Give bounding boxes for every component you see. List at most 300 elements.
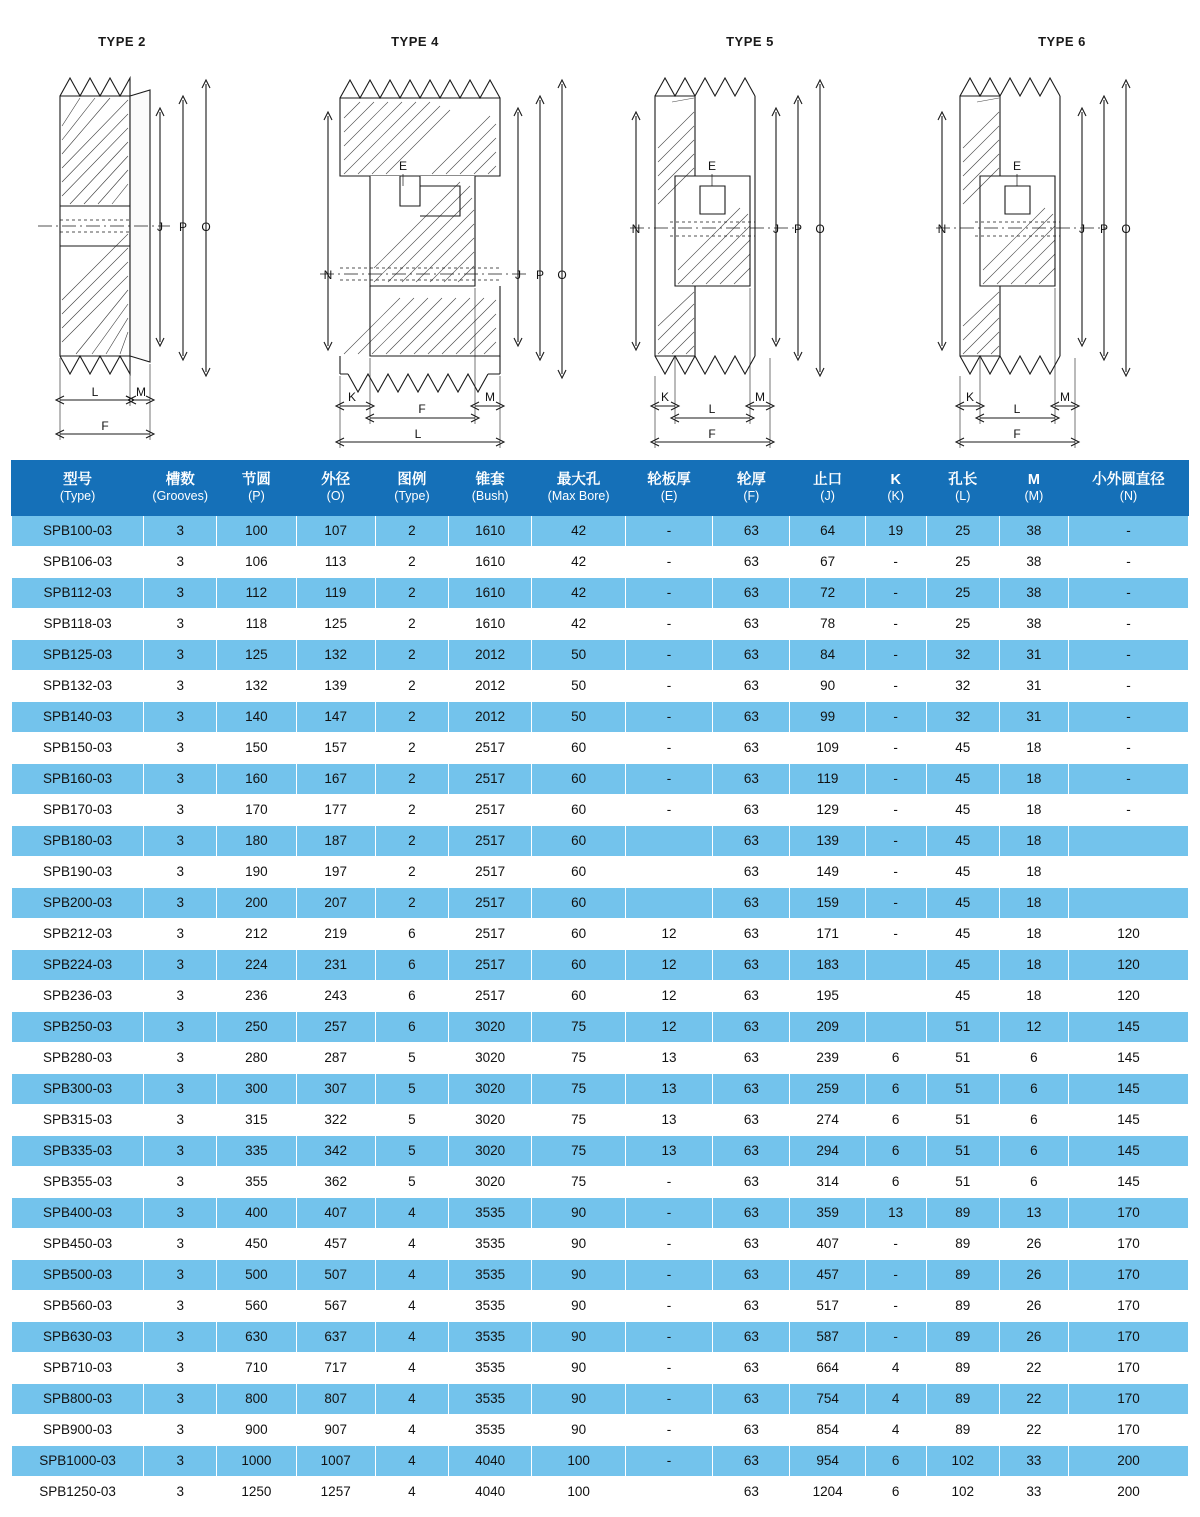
cell-value: - xyxy=(625,795,712,826)
dim-label-K: K xyxy=(347,390,357,404)
table-row xyxy=(12,1136,1189,1167)
cell-value: 3535 xyxy=(449,1291,532,1322)
header-rim-thickness xyxy=(713,461,790,516)
cell-value: 3535 xyxy=(449,1384,532,1415)
cell-value: 18 xyxy=(999,857,1068,888)
cell-value: 145 xyxy=(1068,1105,1188,1136)
cell-type: SPB280-03 xyxy=(12,1043,144,1074)
cell-value: 42 xyxy=(532,578,626,609)
cell-value: 38 xyxy=(999,609,1068,640)
dim-label-O: O xyxy=(201,220,211,234)
cell-value: 3 xyxy=(144,1291,217,1322)
cell-value: 560 xyxy=(217,1291,296,1322)
cell-value: 180 xyxy=(217,826,296,857)
cell-value: 63 xyxy=(713,764,790,795)
cell-value: 63 xyxy=(713,1384,790,1415)
cell-type: SPB335-03 xyxy=(12,1136,144,1167)
cell-value: 50 xyxy=(532,640,626,671)
cell-value: 6 xyxy=(375,919,448,950)
cell-value: 2 xyxy=(375,516,448,547)
cell-value: 22 xyxy=(999,1384,1068,1415)
cell-value: 42 xyxy=(532,516,626,547)
table-row xyxy=(12,1105,1189,1136)
header-bore-length xyxy=(926,461,999,516)
cell-type: SPB150-03 xyxy=(12,733,144,764)
cell-value: 1610 xyxy=(449,516,532,547)
table-row xyxy=(12,1446,1189,1477)
dim-label-E: E xyxy=(707,159,717,173)
cell-value: 90 xyxy=(790,671,865,702)
cell-value: 60 xyxy=(532,857,626,888)
cell-value: 63 xyxy=(713,1012,790,1043)
cell-value: 51 xyxy=(926,1167,999,1198)
cell-value: - xyxy=(625,640,712,671)
dim-label-O: O xyxy=(815,222,825,236)
cell-value: - xyxy=(625,733,712,764)
cell-type: SPB800-03 xyxy=(12,1384,144,1415)
cell-value: 18 xyxy=(999,981,1068,1012)
cell-value: 170 xyxy=(217,795,296,826)
cell-value: 177 xyxy=(296,795,375,826)
cell-value: 170 xyxy=(1068,1353,1188,1384)
cell-value: 170 xyxy=(1068,1415,1188,1446)
dim-label-M: M xyxy=(485,390,495,404)
dim-label-M: M xyxy=(1060,390,1070,404)
table-row xyxy=(12,1167,1189,1198)
cell-value: 300 xyxy=(217,1074,296,1105)
cell-value: 100 xyxy=(217,516,296,547)
cell-value: 3 xyxy=(144,640,217,671)
cell-value: 89 xyxy=(926,1322,999,1353)
cell-value: 75 xyxy=(532,1012,626,1043)
cell-value: 3 xyxy=(144,702,217,733)
cell-value: 90 xyxy=(532,1322,626,1353)
header-figure-en: (Type) xyxy=(394,489,430,504)
cell-value: 2 xyxy=(375,578,448,609)
cell-value: - xyxy=(1068,578,1188,609)
cell-value: 31 xyxy=(999,671,1068,702)
cell-value: 13 xyxy=(625,1136,712,1167)
cell-value: 3535 xyxy=(449,1322,532,1353)
header-m-cn: M xyxy=(1027,472,1040,489)
dim-label-N: N xyxy=(323,268,333,282)
table-row xyxy=(12,919,1189,950)
diagram-title-type-2: TYPE 2 xyxy=(98,34,146,49)
cell-value: 6 xyxy=(865,1074,926,1105)
cell-value: 3020 xyxy=(449,1167,532,1198)
cell-value: 407 xyxy=(296,1198,375,1229)
table-row xyxy=(12,1198,1189,1229)
cell-value: 170 xyxy=(1068,1260,1188,1291)
cell-value: 3 xyxy=(144,1477,217,1508)
cell-value: 12 xyxy=(999,1012,1068,1043)
dim-label-P: P xyxy=(178,220,188,234)
header-type-cn: 型号 xyxy=(63,472,93,489)
cell-value xyxy=(865,981,926,1012)
cell-value: 13 xyxy=(625,1105,712,1136)
cell-value: 664 xyxy=(790,1353,865,1384)
diagram-type-4 xyxy=(300,0,600,460)
cell-value xyxy=(625,826,712,857)
cell-value: 170 xyxy=(1068,1291,1188,1322)
cell-type: SPB132-03 xyxy=(12,671,144,702)
cell-value: 1257 xyxy=(296,1477,375,1508)
table-row xyxy=(12,1322,1189,1353)
cell-value: 22 xyxy=(999,1415,1068,1446)
cell-value: 209 xyxy=(790,1012,865,1043)
cell-value: 450 xyxy=(217,1229,296,1260)
cell-value: 4040 xyxy=(449,1446,532,1477)
cell-value: 1250 xyxy=(217,1477,296,1508)
cell-value: 12 xyxy=(625,1012,712,1043)
cell-value: 6 xyxy=(375,1012,448,1043)
cell-value: 25 xyxy=(926,578,999,609)
cell-value: - xyxy=(625,547,712,578)
cell-value: 1007 xyxy=(296,1446,375,1477)
cell-value: 147 xyxy=(296,702,375,733)
dim-label-F: F xyxy=(708,427,716,441)
cell-value: 200 xyxy=(1068,1477,1188,1508)
cell-value: - xyxy=(625,1322,712,1353)
header-bush-cn: 锥套 xyxy=(475,472,505,489)
cell-value: 25 xyxy=(926,516,999,547)
cell-value: 342 xyxy=(296,1136,375,1167)
header-m xyxy=(999,461,1068,516)
cell-value: 145 xyxy=(1068,1012,1188,1043)
dim-label-L: L xyxy=(708,402,716,416)
cell-value: 754 xyxy=(790,1384,865,1415)
table-row xyxy=(12,1353,1189,1384)
header-bush-en: (Bush) xyxy=(471,489,509,504)
cell-value: 60 xyxy=(532,795,626,826)
cell-value: 32 xyxy=(926,702,999,733)
cell-value: 60 xyxy=(532,888,626,919)
cell-value: 2517 xyxy=(449,950,532,981)
header-web-cn: 轮板厚 xyxy=(647,472,691,489)
header-pitch-diameter xyxy=(217,461,296,516)
cell-value: 322 xyxy=(296,1105,375,1136)
cell-value: 106 xyxy=(217,547,296,578)
cell-value: 4 xyxy=(375,1353,448,1384)
cell-value xyxy=(625,888,712,919)
cell-value: 149 xyxy=(790,857,865,888)
cell-type: SPB212-03 xyxy=(12,919,144,950)
cell-value: 45 xyxy=(926,888,999,919)
cell-value: 4 xyxy=(375,1322,448,1353)
cell-value: 2517 xyxy=(449,857,532,888)
cell-value: - xyxy=(865,857,926,888)
cell-value: 51 xyxy=(926,1043,999,1074)
cell-value: 517 xyxy=(790,1291,865,1322)
cell-value: 2 xyxy=(375,609,448,640)
cell-value: - xyxy=(865,1229,926,1260)
cell-value: 710 xyxy=(217,1353,296,1384)
cell-value: - xyxy=(625,578,712,609)
cell-value: 800 xyxy=(217,1384,296,1415)
cell-value: - xyxy=(865,702,926,733)
cell-value: 3 xyxy=(144,1012,217,1043)
dim-label-F: F xyxy=(101,419,109,433)
cell-value: 3 xyxy=(144,1353,217,1384)
cell-value: 78 xyxy=(790,609,865,640)
cell-value: 2517 xyxy=(449,888,532,919)
header-bush xyxy=(449,461,532,516)
header-maxbore-cn: 最大孔 xyxy=(556,472,601,489)
header-small-od xyxy=(1068,461,1188,516)
cell-value: 5 xyxy=(375,1074,448,1105)
header-l-en: (L) xyxy=(955,489,971,504)
dim-label-N: N xyxy=(631,222,641,236)
cell-value: - xyxy=(865,826,926,857)
diagram-title-type-4: TYPE 4 xyxy=(391,34,439,49)
table-row xyxy=(12,1477,1189,1508)
header-pitch-en: (P) xyxy=(248,489,265,504)
cell-value: 224 xyxy=(217,950,296,981)
table-row xyxy=(12,857,1189,888)
header-max-bore xyxy=(532,461,626,516)
table-row xyxy=(12,578,1189,609)
cell-value: 355 xyxy=(217,1167,296,1198)
cell-value: 67 xyxy=(790,547,865,578)
cell-value: 63 xyxy=(713,950,790,981)
cell-value: - xyxy=(1068,671,1188,702)
cell-value: 2 xyxy=(375,671,448,702)
cell-value: 159 xyxy=(790,888,865,919)
cell-value: 45 xyxy=(926,981,999,1012)
cell-type: SPB630-03 xyxy=(12,1322,144,1353)
cell-value: 6 xyxy=(999,1074,1068,1105)
spec-table xyxy=(11,460,1189,1508)
cell-value: 907 xyxy=(296,1415,375,1446)
cell-value: 3 xyxy=(144,733,217,764)
cell-value: 807 xyxy=(296,1384,375,1415)
cell-value: 6 xyxy=(865,1043,926,1074)
header-figure-cn: 图例 xyxy=(397,472,427,489)
cell-value: 280 xyxy=(217,1043,296,1074)
cell-value: 63 xyxy=(713,1477,790,1508)
cell-value: 63 xyxy=(713,1415,790,1446)
cell-type: SPB190-03 xyxy=(12,857,144,888)
cell-value: 2 xyxy=(375,702,448,733)
cell-value: 89 xyxy=(926,1229,999,1260)
header-row xyxy=(12,461,1189,516)
cell-value: 60 xyxy=(532,826,626,857)
cell-value: 3535 xyxy=(449,1260,532,1291)
cell-value: 3 xyxy=(144,578,217,609)
cell-value: 99 xyxy=(790,702,865,733)
cell-value: 18 xyxy=(999,919,1068,950)
cell-value: 2 xyxy=(375,733,448,764)
cell-value: 507 xyxy=(296,1260,375,1291)
cell-value: 3 xyxy=(144,888,217,919)
cell-value: 207 xyxy=(296,888,375,919)
table-row xyxy=(12,1384,1189,1415)
table-row xyxy=(12,1291,1189,1322)
cell-value: 315 xyxy=(217,1105,296,1136)
cell-value: 630 xyxy=(217,1322,296,1353)
cell-value: 2012 xyxy=(449,671,532,702)
cell-value: 2517 xyxy=(449,764,532,795)
cell-value: 567 xyxy=(296,1291,375,1322)
spec-table-head xyxy=(12,461,1189,516)
cell-value: 63 xyxy=(713,1353,790,1384)
cell-value: - xyxy=(1068,795,1188,826)
cell-value: 63 xyxy=(713,1136,790,1167)
cell-type: SPB140-03 xyxy=(12,702,144,733)
cell-value: - xyxy=(625,764,712,795)
cell-value: 100 xyxy=(532,1477,626,1508)
cell-value: 13 xyxy=(865,1198,926,1229)
cell-value: 4 xyxy=(375,1260,448,1291)
cell-value: 139 xyxy=(790,826,865,857)
cell-type: SPB560-03 xyxy=(12,1291,144,1322)
diagram-title-type-5: TYPE 5 xyxy=(726,34,774,49)
header-j-cn: 止口 xyxy=(813,472,843,489)
cell-value: 119 xyxy=(790,764,865,795)
cell-value: 75 xyxy=(532,1167,626,1198)
cell-value: 1000 xyxy=(217,1446,296,1477)
cell-value: 854 xyxy=(790,1415,865,1446)
cell-value: 4 xyxy=(375,1384,448,1415)
table-row xyxy=(12,516,1189,547)
cell-value: 2 xyxy=(375,795,448,826)
cell-value: 51 xyxy=(926,1105,999,1136)
cell-value: 42 xyxy=(532,609,626,640)
cell-value: - xyxy=(865,1322,926,1353)
cell-value: 3 xyxy=(144,826,217,857)
header-figure-type xyxy=(375,461,448,516)
cell-value: 294 xyxy=(790,1136,865,1167)
cell-value: - xyxy=(865,888,926,919)
cell-value: 45 xyxy=(926,733,999,764)
cell-value: 63 xyxy=(713,671,790,702)
cell-value: 3 xyxy=(144,1260,217,1291)
cell-value: 63 xyxy=(713,1167,790,1198)
cell-type: SPB400-03 xyxy=(12,1198,144,1229)
cell-value: 63 xyxy=(713,1043,790,1074)
cell-value: 3020 xyxy=(449,1012,532,1043)
cell-value: 63 xyxy=(713,795,790,826)
cell-value: - xyxy=(625,1353,712,1384)
header-j-en: (J) xyxy=(820,489,835,504)
cell-value: 63 xyxy=(713,888,790,919)
table-row xyxy=(12,1074,1189,1105)
cell-value: - xyxy=(1068,640,1188,671)
diagram-type-5 xyxy=(600,0,900,460)
cell-value: 90 xyxy=(532,1384,626,1415)
cell-value: 45 xyxy=(926,795,999,826)
cell-value: 6 xyxy=(865,1167,926,1198)
cell-value: 26 xyxy=(999,1322,1068,1353)
cell-value: 3 xyxy=(144,1322,217,1353)
cell-value: 170 xyxy=(1068,1384,1188,1415)
header-grooves xyxy=(144,461,217,516)
cell-value: - xyxy=(865,1291,926,1322)
cell-value: 3 xyxy=(144,671,217,702)
cell-value: - xyxy=(865,578,926,609)
cell-value: 13 xyxy=(625,1043,712,1074)
cell-value: 63 xyxy=(713,516,790,547)
cell-value: 19 xyxy=(865,516,926,547)
cell-value: 26 xyxy=(999,1229,1068,1260)
cell-value: 63 xyxy=(713,919,790,950)
table-row xyxy=(12,795,1189,826)
table-row xyxy=(12,1012,1189,1043)
cell-value: 6 xyxy=(999,1043,1068,1074)
header-m-en: (M) xyxy=(1024,489,1044,504)
cell-value: - xyxy=(865,671,926,702)
cell-value: 3 xyxy=(144,1105,217,1136)
header-l-cn: 孔长 xyxy=(948,472,978,489)
table-row xyxy=(12,702,1189,733)
cell-value: 6 xyxy=(999,1136,1068,1167)
cell-value: - xyxy=(625,1229,712,1260)
cell-value: 717 xyxy=(296,1353,375,1384)
cell-value: 4 xyxy=(375,1198,448,1229)
cell-value: 335 xyxy=(217,1136,296,1167)
cell-value: - xyxy=(1068,702,1188,733)
cell-value: 231 xyxy=(296,950,375,981)
cell-value: - xyxy=(625,1291,712,1322)
cell-value: - xyxy=(1068,764,1188,795)
cell-value: 89 xyxy=(926,1415,999,1446)
table-row xyxy=(12,1260,1189,1291)
cell-value: 3535 xyxy=(449,1198,532,1229)
cell-value: 89 xyxy=(926,1260,999,1291)
cell-type: SPB450-03 xyxy=(12,1229,144,1260)
cell-value: 3 xyxy=(144,1384,217,1415)
cell-value: 219 xyxy=(296,919,375,950)
cell-value: 954 xyxy=(790,1446,865,1477)
header-k-en: (K) xyxy=(887,489,905,504)
cell-value: 89 xyxy=(926,1198,999,1229)
header-j xyxy=(790,461,865,516)
cell-value: 32 xyxy=(926,671,999,702)
cell-value: 50 xyxy=(532,702,626,733)
cell-value: 3 xyxy=(144,795,217,826)
diagram-strip xyxy=(0,0,1200,460)
cell-value: 45 xyxy=(926,857,999,888)
cell-type: SPB250-03 xyxy=(12,1012,144,1043)
cell-value: 587 xyxy=(790,1322,865,1353)
cell-value: 197 xyxy=(296,857,375,888)
cell-value: - xyxy=(625,1446,712,1477)
cell-value: 3 xyxy=(144,1198,217,1229)
header-n-cn: 小外圆直径 xyxy=(1092,472,1165,489)
cell-value: 63 xyxy=(713,702,790,733)
header-outer-diameter xyxy=(296,461,375,516)
cell-value: 63 xyxy=(713,1322,790,1353)
cell-value: 51 xyxy=(926,1136,999,1167)
cell-value: 18 xyxy=(999,826,1068,857)
cell-value: 3 xyxy=(144,1415,217,1446)
cell-type: SPB112-03 xyxy=(12,578,144,609)
cell-value: 3020 xyxy=(449,1074,532,1105)
cell-value: 6 xyxy=(999,1167,1068,1198)
cell-value: - xyxy=(625,516,712,547)
cell-value: 900 xyxy=(217,1415,296,1446)
cell-value: 2517 xyxy=(449,826,532,857)
cell-value: 3 xyxy=(144,547,217,578)
cell-value: 33 xyxy=(999,1477,1068,1508)
cell-value: 60 xyxy=(532,733,626,764)
diagram-type-2 xyxy=(0,0,300,460)
cell-value: 2517 xyxy=(449,733,532,764)
cell-value: 32 xyxy=(926,640,999,671)
cell-value: 4 xyxy=(375,1229,448,1260)
cell-value: 145 xyxy=(1068,1167,1188,1198)
cell-value: 170 xyxy=(1068,1198,1188,1229)
